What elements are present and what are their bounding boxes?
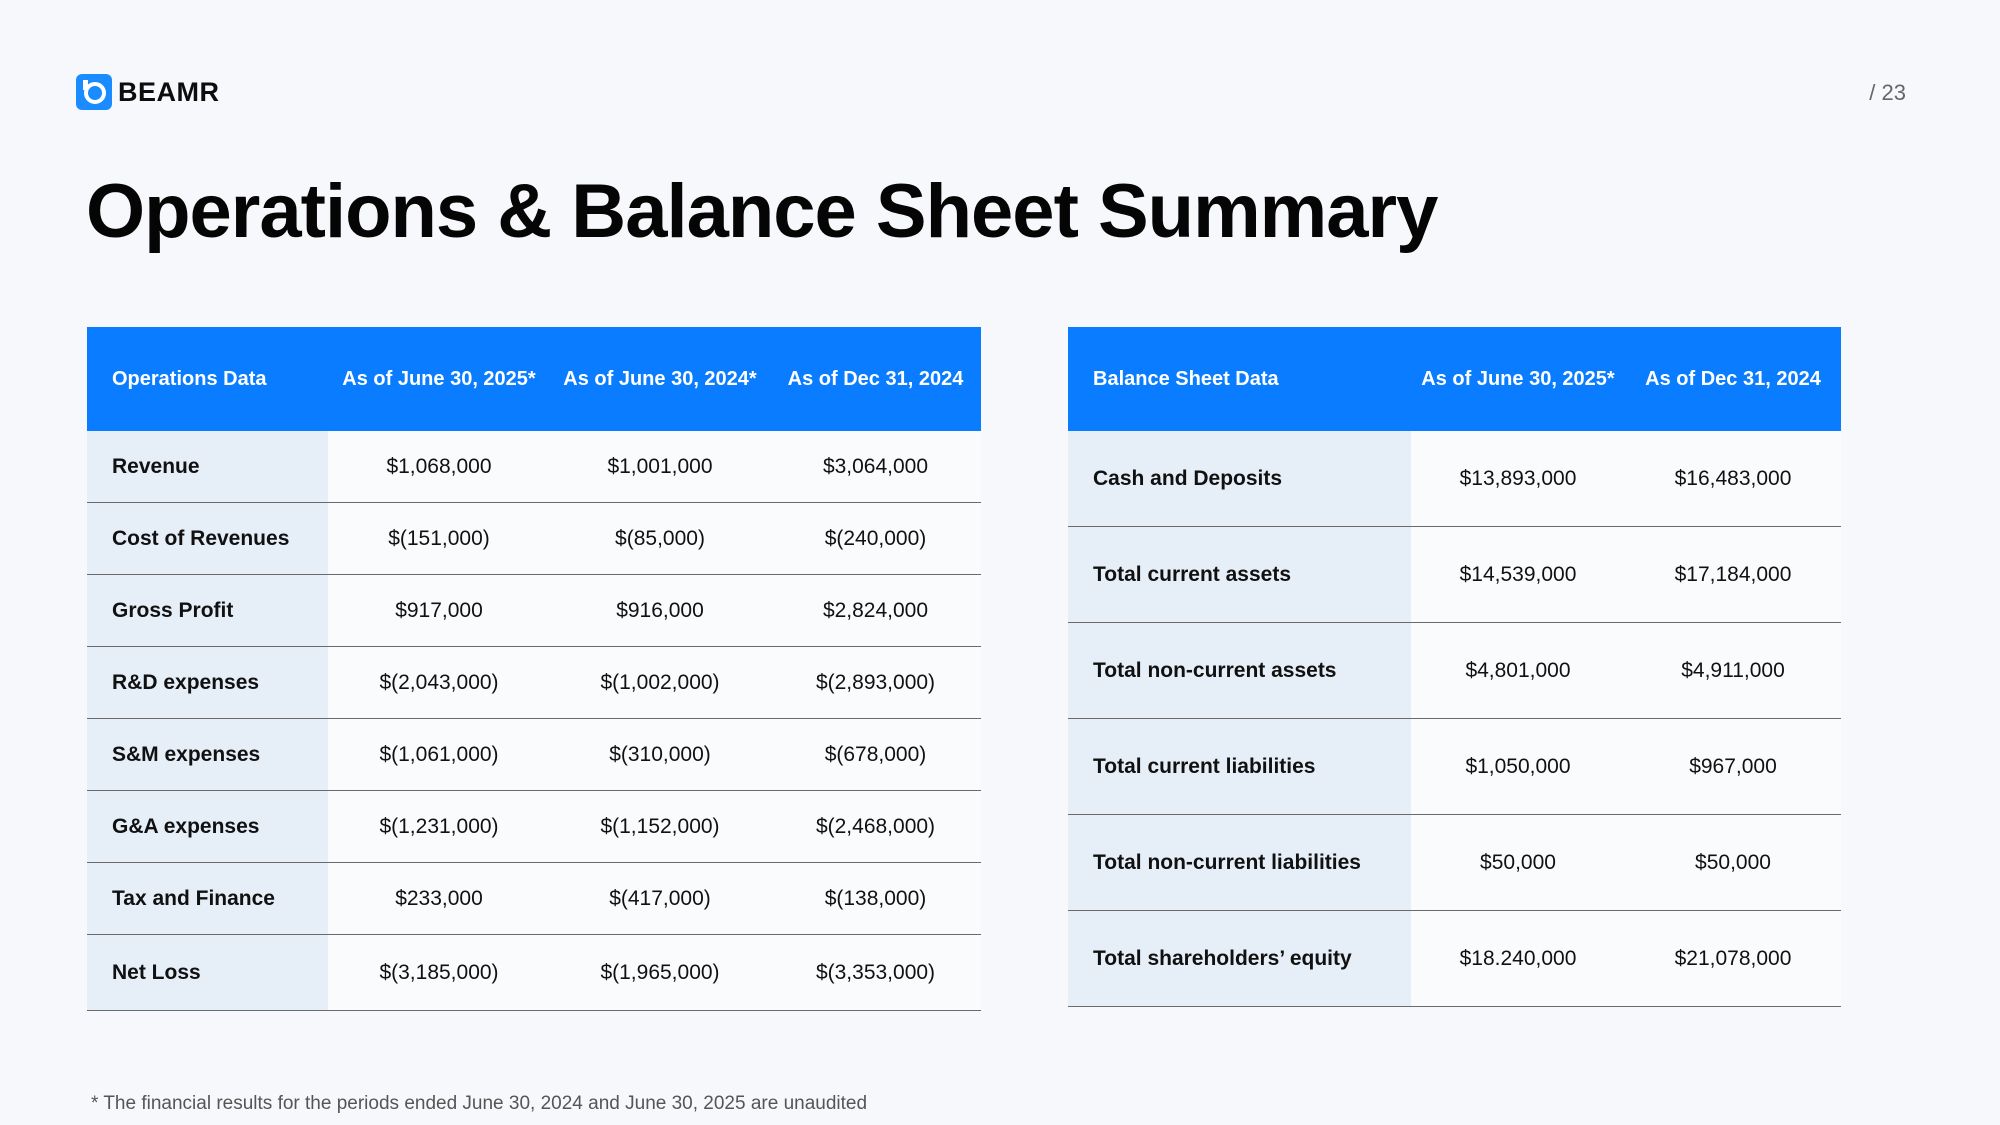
table-cell: $(138,000) <box>770 863 981 935</box>
table-row <box>1068 911 1841 1007</box>
table-cell: $4,911,000 <box>1625 623 1841 719</box>
table-cell: $2,824,000 <box>770 575 981 647</box>
brand-name: BEAMR <box>118 76 220 107</box>
operations-table <box>87 327 981 1011</box>
row-label: Net Loss <box>87 935 328 1011</box>
table-cell: $13,893,000 <box>1411 431 1625 527</box>
table-row <box>87 719 981 791</box>
column-header: As of June 30, 2025* <box>328 327 550 431</box>
table-cell: $(1,061,000) <box>328 719 550 791</box>
table-cell: $1,068,000 <box>328 431 550 503</box>
table-cell: $(678,000) <box>770 719 981 791</box>
table-cell: $(151,000) <box>328 503 550 575</box>
table-row <box>1068 815 1841 911</box>
table-cell: $18.240,000 <box>1411 911 1625 1007</box>
table-cell: $967,000 <box>1625 719 1841 815</box>
table-row <box>87 503 981 575</box>
row-label: Gross Profit <box>87 575 328 647</box>
table-cell: $(2,468,000) <box>770 791 981 863</box>
row-label: G&A expenses <box>87 791 328 863</box>
table-cell: $(85,000) <box>550 503 770 575</box>
row-label: Cash and Deposits <box>1068 431 1411 527</box>
table-row <box>1068 719 1841 815</box>
page-number: / 23 <box>1869 80 1906 105</box>
row-label: S&M expenses <box>87 719 328 791</box>
balance-sheet-table <box>1068 327 1841 1007</box>
brand-logo <box>76 74 220 110</box>
table-row <box>1068 431 1841 527</box>
column-header: As of June 30, 2025* <box>1411 327 1625 431</box>
table-cell: $21,078,000 <box>1625 911 1841 1007</box>
column-header: Operations Data <box>87 327 328 431</box>
column-header: As of June 30, 2024* <box>550 327 770 431</box>
table-cell: $(2,893,000) <box>770 647 981 719</box>
table-cell: $1,050,000 <box>1411 719 1625 815</box>
row-label: R&D expenses <box>87 647 328 719</box>
table-cell: $3,064,000 <box>770 431 981 503</box>
table-cell: $(240,000) <box>770 503 981 575</box>
table-cell: $4,801,000 <box>1411 623 1625 719</box>
table-row <box>87 935 981 1011</box>
table-cell: $(3,185,000) <box>328 935 550 1011</box>
table-cell: $(1,152,000) <box>550 791 770 863</box>
table-cell: $50,000 <box>1411 815 1625 911</box>
row-label: Total current assets <box>1068 527 1411 623</box>
table-cell: $917,000 <box>328 575 550 647</box>
row-label: Cost of Revenues <box>87 503 328 575</box>
table-cell: $(3,353,000) <box>770 935 981 1011</box>
table-cell: $(417,000) <box>550 863 770 935</box>
row-label: Tax and Finance <box>87 863 328 935</box>
table-row <box>87 431 981 503</box>
column-header: As of Dec 31, 2024 <box>1625 327 1841 431</box>
table-row <box>87 863 981 935</box>
table-cell: $(310,000) <box>550 719 770 791</box>
table-row <box>87 575 981 647</box>
table-cell: $(2,043,000) <box>328 647 550 719</box>
row-label: Total current liabilities <box>1068 719 1411 815</box>
column-header: As of Dec 31, 2024 <box>770 327 981 431</box>
column-header: Balance Sheet Data <box>1068 327 1411 431</box>
table-cell: $233,000 <box>328 863 550 935</box>
row-label: Total non-current assets <box>1068 623 1411 719</box>
row-label: Total shareholders’ equity <box>1068 911 1411 1007</box>
footnote: * The financial results for the periods ended June 30, 2024 and June 30, 2025 are unaudited <box>91 1093 868 1114</box>
table-row <box>1068 623 1841 719</box>
beamr-logo-icon <box>76 74 112 110</box>
row-label: Revenue <box>87 431 328 503</box>
table-cell: $(1,965,000) <box>550 935 770 1011</box>
table-row <box>87 791 981 863</box>
table-cell: $17,184,000 <box>1625 527 1841 623</box>
table-cell: $916,000 <box>550 575 770 647</box>
table-cell: $1,001,000 <box>550 431 770 503</box>
table-cell: $(1,002,000) <box>550 647 770 719</box>
table-cell: $16,483,000 <box>1625 431 1841 527</box>
table-header-row <box>1068 327 1841 431</box>
table-cell: $50,000 <box>1625 815 1841 911</box>
table-header-row <box>87 327 981 431</box>
table-cell: $(1,231,000) <box>328 791 550 863</box>
table-row <box>1068 527 1841 623</box>
row-label: Total non-current liabilities <box>1068 815 1411 911</box>
table-row <box>87 647 981 719</box>
table-cell: $14,539,000 <box>1411 527 1625 623</box>
page-title: Operations & Balance Sheet Summary <box>86 169 1438 254</box>
